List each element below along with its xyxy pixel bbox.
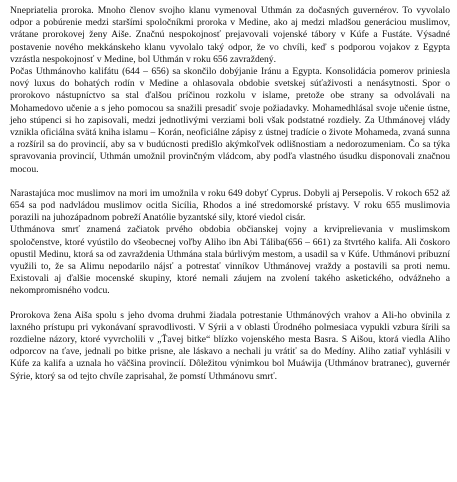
paragraph-naval-expansion: Narastajúca moc muslimov na mori im umožnila v roku 649 dobyť Cyprus. Dobyli aj Persepolis. V rokoch 652 až 654 sa pod nadvládou muslimov ocitla Sicília, Rhodos a iné stredomorské prístavy. V roku 655 muslimovia porazili na juhozápadnom pobreží Anatólie byzantské sily, ktoré viedol cisár. Uthmánova smrť znamená začiatok prvého obdobia občianskej vojny a krviprelievania v muslimskom spoločenstve, ktoré vyústilo do všeobecnej voľby Aliho ibn Abi Táliba(656 – 661) za štvrtého kalifa. Ali čoskoro opustil Medinu, ktorá sa od zavraždenia Uthmána stala búrlivým mestom, a usadil sa v Kúfe. Uthmánovi príbuzní využili to, že sa Alimu nepodarilo nájsť a potrestať vinníkov Uthmánovej vraždy a postavili sa proti nemu. Existovali aj ďalšie mocenské skupiny, ktoré nemali záujem na zvolení takého asketického, odvážneho a nekompromisného vodcu. — [10, 187, 450, 297]
paragraph-uthman-rule: Nnepriatelia proroka. Mnoho členov svojho klanu vymenoval Uthmán za dočasných guvernérov. To vyvolalo odpor a pobúrenie medzi staršími spoločníkmi proroka v Medine, ako aj medzi mladšou generáciou muslimov, vrátane prorokovej ženy Aiše. Značnú nespokojnosť prejavovali vojenské tábory v Kúfe a Fustáte. Výsadné postavenie nového mekkánskeho klanu vyvolalo taký odpor, že vo chvíli, keď s podporou vojakov z Egypta vzrástla nespokojnosť v Medine, bol Uthmán v roku 656 zavraždený. Počas Uthmánovho kalifátu (644 – 656) sa skončilo dobýjanie Iránu a Egypta. Konsolidácia pomerov priniesla nový luxus do bohatých rodín v Medine a ohlasovala obdobie svetskej súťaživosti a nenásytnosti. Spor o prorokovo nástupníctvo sa stal ďalšou príčinou rozkolu v islame, pretože obe strany sa odvolávali na Mohamedovo učenie a s jeho pomocou sa snažili presadiť svoje požiadavky. Mohamedhlásal svoje učenie ústne, jeho stúpenci si ho zapisovali, medzi jednotlivými verziami boli však podstatné rozdiely. Za Uthmánovej vlády vznikla oficiálna svätá kniha islamu – Korán, neoficiálne zápisy z ústnej tradície o živote Mohameda, zvaná sunna a rozšíril sa do provincií, aby sa v budúcnosti predišlo akýmkoľvek odlišnostiam a nedorozumeniam. Čo sa týka spravovania provincií, Uthmán umožnil provinčným vládcom, aby podľa vlastného úsudku disponovali značnou mocou. — [10, 5, 450, 175]
paragraph-gap — [10, 298, 450, 310]
paragraph-aisha-revolt: Prorokova žena Aiša spolu s jeho dvoma druhmi žiadala potrestanie Uthmánových vrahov a Ali-ho obvinila z laxného prístupu pri vykonávaní spravodlivosti. V Sýrii a v oblasti Úrodného polmesiaca vypukli vzbura šírili sa rozdielne názory, ktoré vyvrcholili v „Ťavej bitke“ blízko vojenského mesta Basra. S Aišou, ktorá viedla Aliho odporcov na ťave, jednali po bitke prisne, ale láskavo a nechali ju vrátiť sa do Medíny. Aliho zatiaľ vyhlásili v Kúfe za kalifa a uznala ho väčšina provincií. Dôležitou výnimkou bol Muáwija (Uthmánov bratranec), guvernér Sýrie, ktorý sa od tejto chvíle zaprisahal, že pomstí Uthmánovu smrť. — [10, 309, 450, 382]
document-page — [10, 5, 450, 383]
paragraph-gap — [10, 176, 450, 188]
